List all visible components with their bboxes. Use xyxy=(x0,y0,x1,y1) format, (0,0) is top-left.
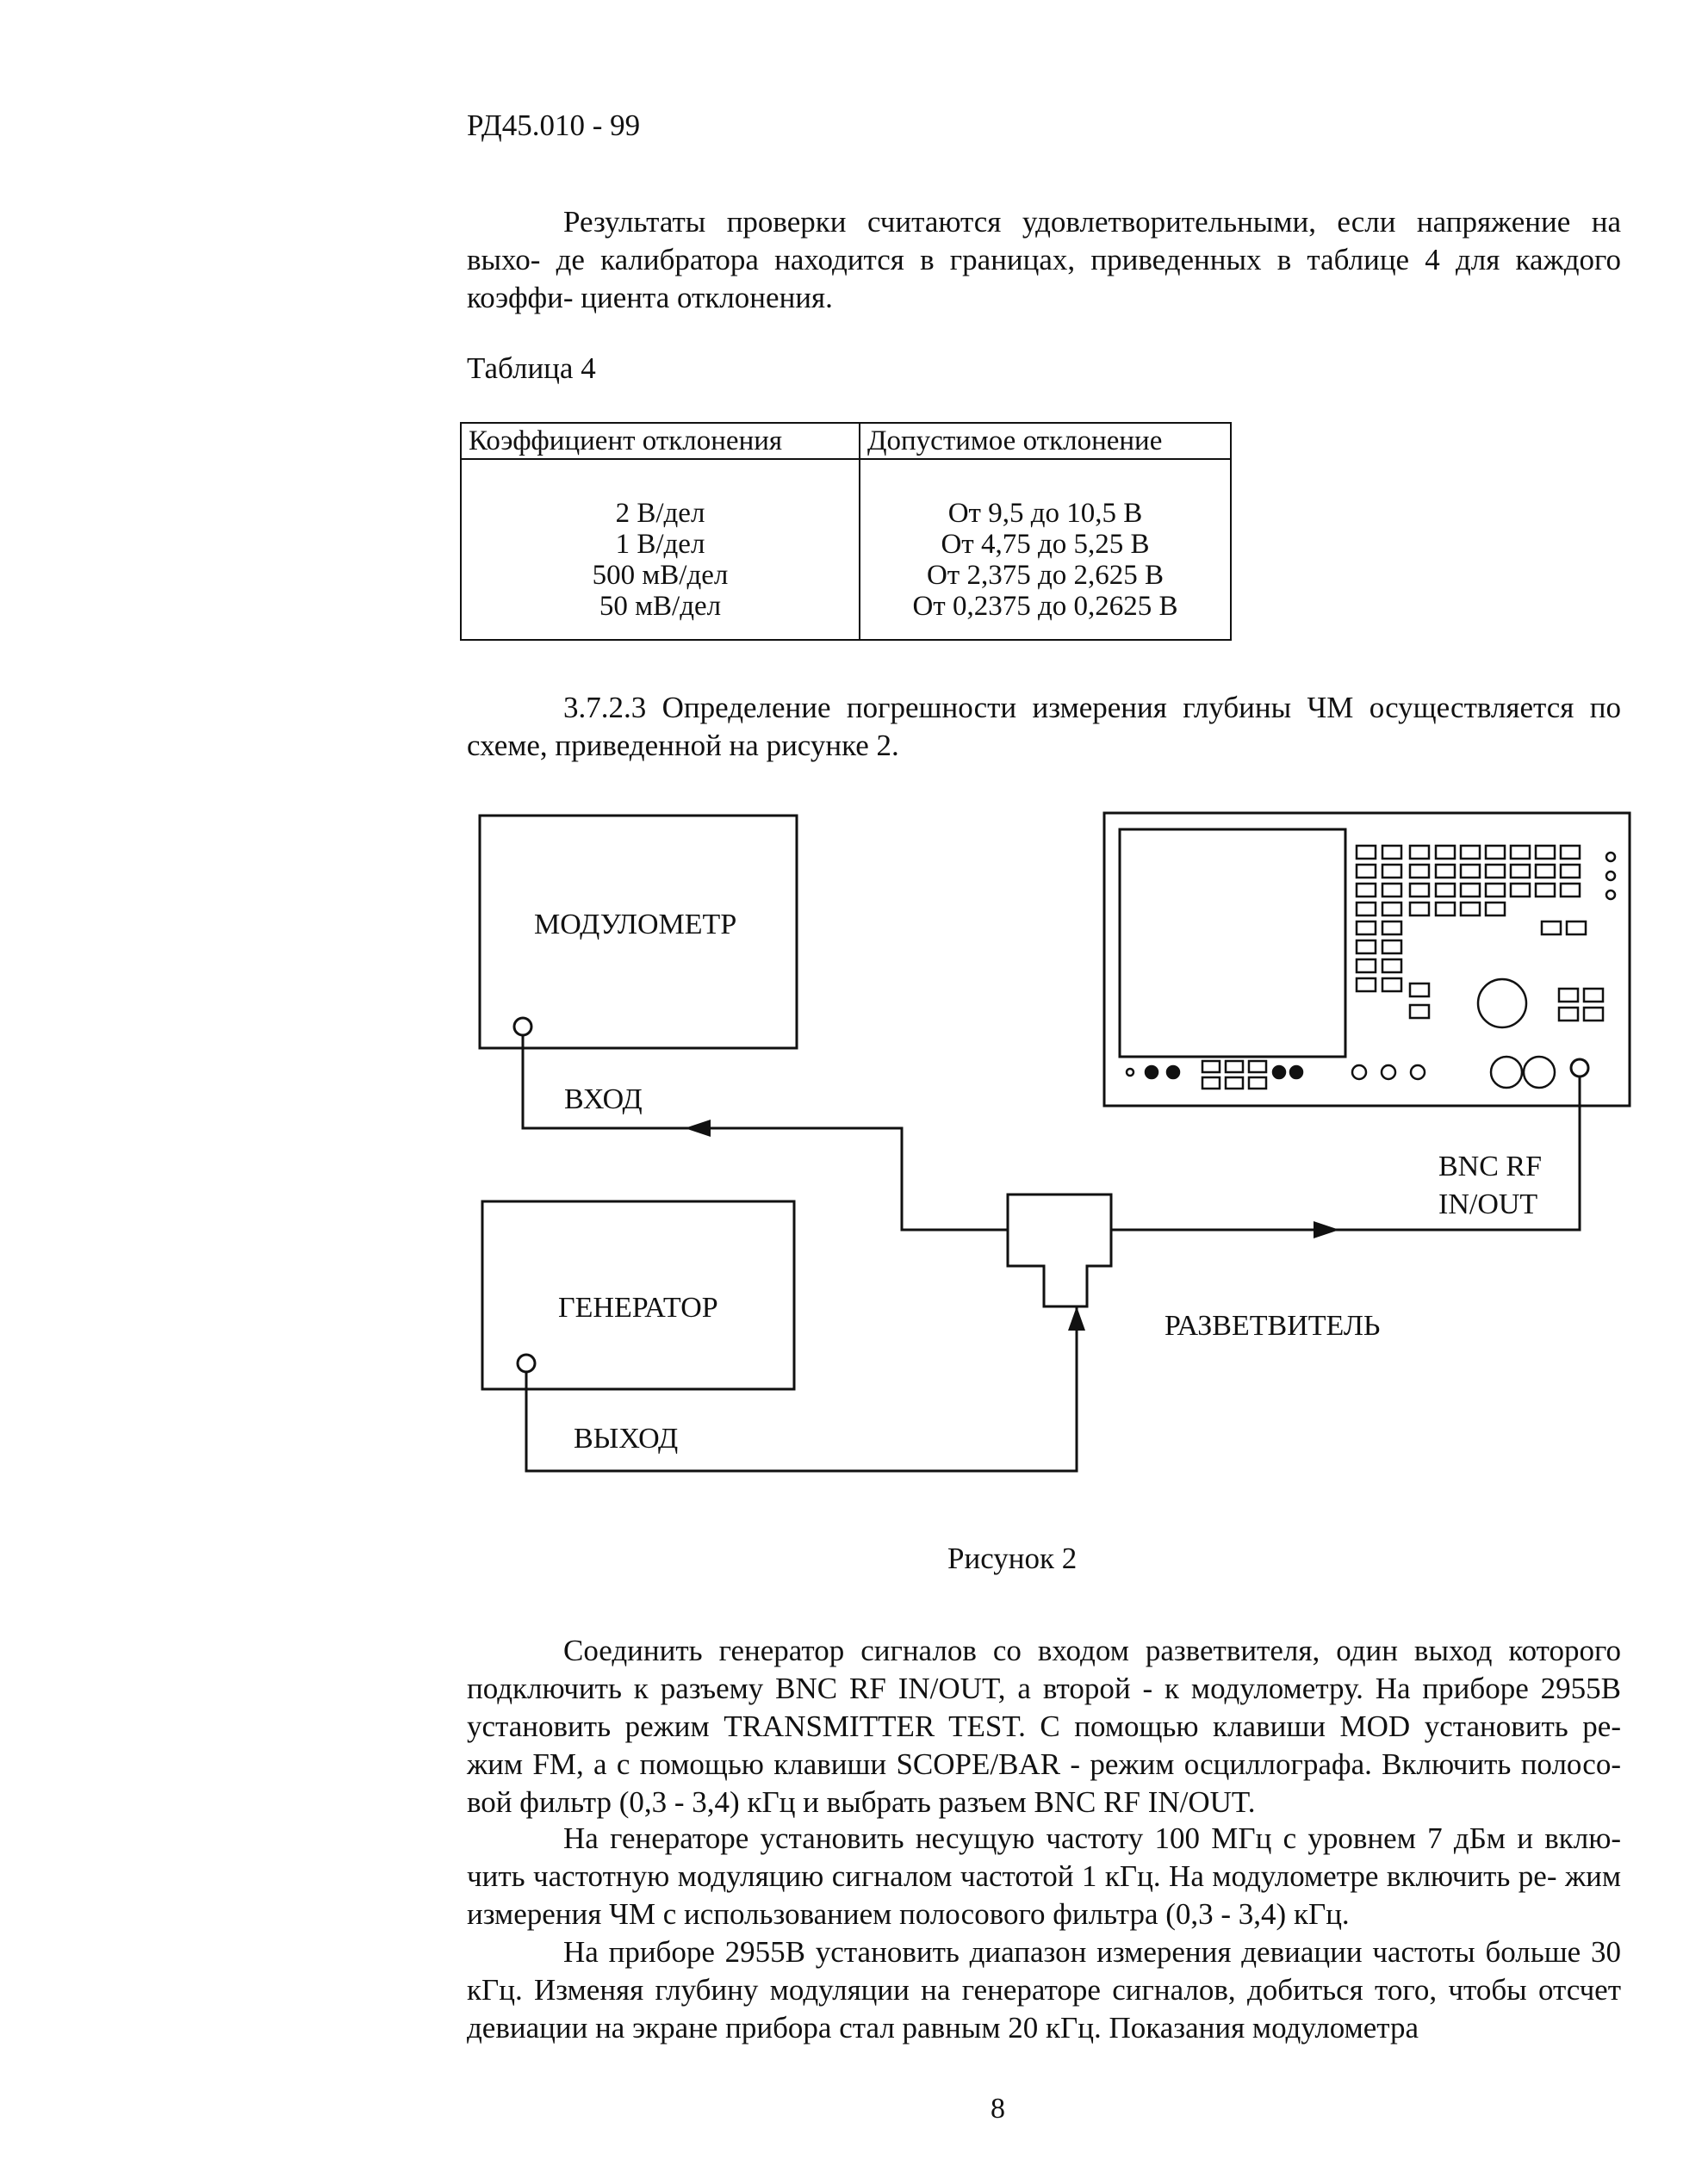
splitter-label: РАЗВЕТВИТЕЛЬ xyxy=(1165,1310,1381,1342)
text-line: подключить к разъему BNC RF IN/OUT, а второй - к модулометру. На приборе 2955В xyxy=(467,1672,1621,1705)
panel-key xyxy=(1436,903,1455,915)
panel-key xyxy=(1357,903,1376,915)
panel-key xyxy=(1202,1061,1220,1072)
panel-key xyxy=(1226,1077,1243,1089)
panel-key xyxy=(1410,1005,1429,1018)
table-cell-value: От 2,375 до 2,625 В xyxy=(926,560,1165,591)
panel-key xyxy=(1382,884,1401,897)
bnc-label-line2: IN/OUT xyxy=(1438,1188,1538,1220)
text-line: циента отклонения. xyxy=(581,281,833,314)
panel-key xyxy=(1226,1061,1243,1072)
text-line: установить режим TRANSMITTER TEST. С помощью клавиши MOD установить ре- xyxy=(467,1710,1621,1743)
panel-key xyxy=(1249,1077,1266,1089)
panel-key xyxy=(1561,846,1580,859)
text-line: де калибратора находится в границах, приведенных в таблице 4 для каждого коэффи- xyxy=(467,243,1621,314)
panel-key xyxy=(1382,846,1401,859)
table-cell-value: От 9,5 до 10,5 В xyxy=(947,498,1143,529)
panel-button xyxy=(1290,1066,1302,1078)
table-cell-value: От 0,2375 до 0,2625 В xyxy=(912,591,1178,622)
paragraph-deviation xyxy=(467,1933,1621,2047)
text-line: жим FM, а с помощью клавиши SCOPE/BAR - режим осциллографа. Включить полосо- xyxy=(467,1747,1621,1781)
arrow-up-icon xyxy=(1068,1306,1085,1331)
generator-label: ГЕНЕРАТОР xyxy=(558,1292,718,1324)
panel-key xyxy=(1382,865,1401,878)
panel-key xyxy=(1436,846,1455,859)
panel-key xyxy=(1357,978,1376,991)
modulometer-label: МОДУЛОМЕТР xyxy=(534,909,737,940)
panel-key xyxy=(1410,984,1429,996)
panel-key xyxy=(1357,846,1376,859)
table-header-tolerance: Допустимое отклонение xyxy=(860,423,1231,459)
text-line: Результаты проверки считаются удовлетворительными, если напряжение на выхо- xyxy=(467,205,1621,276)
table-cell-value: 50 мВ/дел xyxy=(599,591,722,622)
panel-key xyxy=(1382,978,1401,991)
page-number: 8 xyxy=(991,2093,1005,2125)
paragraph-connect xyxy=(467,1632,1621,1821)
arrow-right-icon xyxy=(1314,1221,1339,1238)
generator-output-connector xyxy=(518,1355,535,1372)
panel-jack xyxy=(1524,1057,1555,1088)
text-line: жим измерения ЧМ с использованием полосового фильтра (0,3 - 3,4) кГц. xyxy=(467,1859,1622,1931)
panel-key xyxy=(1584,1008,1603,1021)
panel-led xyxy=(1606,872,1615,880)
panel-key xyxy=(1410,846,1429,859)
panel-key xyxy=(1536,846,1555,859)
text-line: чить частотную модуляцию сигналом частотой 1 кГц. На модулометре включить ре- xyxy=(467,1859,1557,1893)
splitter-shape xyxy=(1008,1194,1111,1306)
panel-key xyxy=(1410,884,1429,897)
instrument-screen xyxy=(1120,829,1345,1057)
panel-key xyxy=(1410,903,1429,915)
panel-key xyxy=(1567,921,1586,934)
text-line: На генераторе установить несущую частоту 100 МГц с уровнем 7 дБм и вклю- xyxy=(563,1821,1621,1855)
input-label: ВХОД xyxy=(564,1083,643,1115)
panel-key xyxy=(1486,884,1505,897)
panel-key xyxy=(1486,846,1505,859)
table-caption: Таблица 4 xyxy=(467,351,596,385)
panel-key xyxy=(1382,903,1401,915)
table-cell-value: 2 В/дел xyxy=(615,498,705,529)
panel-dot xyxy=(1411,1065,1425,1079)
panel-key xyxy=(1461,884,1480,897)
panel-key xyxy=(1357,884,1376,897)
panel-key xyxy=(1461,846,1480,859)
panel-key xyxy=(1436,865,1455,878)
text-line: 30 кГц. Изменяя глубину модуляции на генераторе сигналов, добиться того, чтобы xyxy=(467,1935,1622,2007)
panel-dot xyxy=(1352,1065,1366,1079)
table-cell-value: 500 мВ/дел xyxy=(592,560,729,591)
rotary-knob xyxy=(1478,979,1526,1027)
table-header-coefficient: Коэффициент отклонения xyxy=(461,423,860,459)
text-line: вой фильтр (0,3 - 3,4) кГц и выбрать разъем BNC RF IN/OUT. xyxy=(467,1785,1256,1819)
text-line: отсчет девиации на экране прибора стал равным 20 кГц. Показания модулометра xyxy=(467,1973,1621,2045)
bnc-label-line1: BNC RF xyxy=(1438,1151,1542,1182)
panel-key xyxy=(1584,989,1603,1002)
text-line: 3.7.2.3 Определение погрешности измерения глубины ЧМ осуществляется по xyxy=(563,691,1621,724)
arrow-left-icon xyxy=(685,1120,711,1137)
panel-key xyxy=(1559,989,1578,1002)
panel-key xyxy=(1249,1061,1266,1072)
panel-jack xyxy=(1491,1057,1522,1088)
table-cell-value: От 4,75 до 5,25 В xyxy=(941,529,1150,560)
panel-key xyxy=(1542,921,1561,934)
panel-key xyxy=(1536,865,1555,878)
panel-key xyxy=(1461,903,1480,915)
panel-key xyxy=(1561,884,1580,897)
paragraph-generator-setup xyxy=(467,1820,1621,1933)
panel-key xyxy=(1357,921,1376,934)
bnc-rf-connector xyxy=(1571,1059,1588,1077)
panel-dot xyxy=(1382,1065,1395,1079)
panel-button xyxy=(1273,1066,1285,1078)
panel-key xyxy=(1511,884,1530,897)
document-code: РД45.010 - 99 xyxy=(467,109,641,142)
panel-key xyxy=(1382,959,1401,972)
panel-key xyxy=(1410,865,1429,878)
panel-key xyxy=(1511,846,1530,859)
panel-key xyxy=(1357,959,1376,972)
panel-key xyxy=(1357,940,1376,953)
panel-key xyxy=(1357,865,1376,878)
panel-key xyxy=(1561,865,1580,878)
text-line: На приборе 2955В установить диапазон измерения девиации частоты больше xyxy=(563,1935,1581,1969)
panel-button xyxy=(1146,1066,1158,1078)
modulometer-input-connector xyxy=(514,1018,531,1035)
panel-key xyxy=(1436,884,1455,897)
panel-key xyxy=(1382,940,1401,953)
panel-button xyxy=(1167,1066,1179,1078)
text-line: Соединить генератор сигналов со входом разветвителя, один выход которого xyxy=(563,1634,1621,1667)
panel-led xyxy=(1606,853,1615,861)
table-cell-value: 1 В/дел xyxy=(615,529,705,560)
panel-key xyxy=(1382,921,1401,934)
panel-dot xyxy=(1127,1069,1133,1076)
panel-key xyxy=(1486,865,1505,878)
panel-led xyxy=(1606,890,1615,899)
figure-caption: Рисунок 2 xyxy=(947,1542,1078,1575)
panel-key xyxy=(1536,884,1555,897)
panel-key xyxy=(1202,1077,1220,1089)
output-label: ВЫХОД xyxy=(574,1423,679,1455)
panel-key xyxy=(1486,903,1505,915)
text-line: схеме, приведенной на рисунке 2. xyxy=(467,729,899,762)
panel-key xyxy=(1461,865,1480,878)
panel-key xyxy=(1559,1008,1578,1021)
panel-key xyxy=(1511,865,1530,878)
